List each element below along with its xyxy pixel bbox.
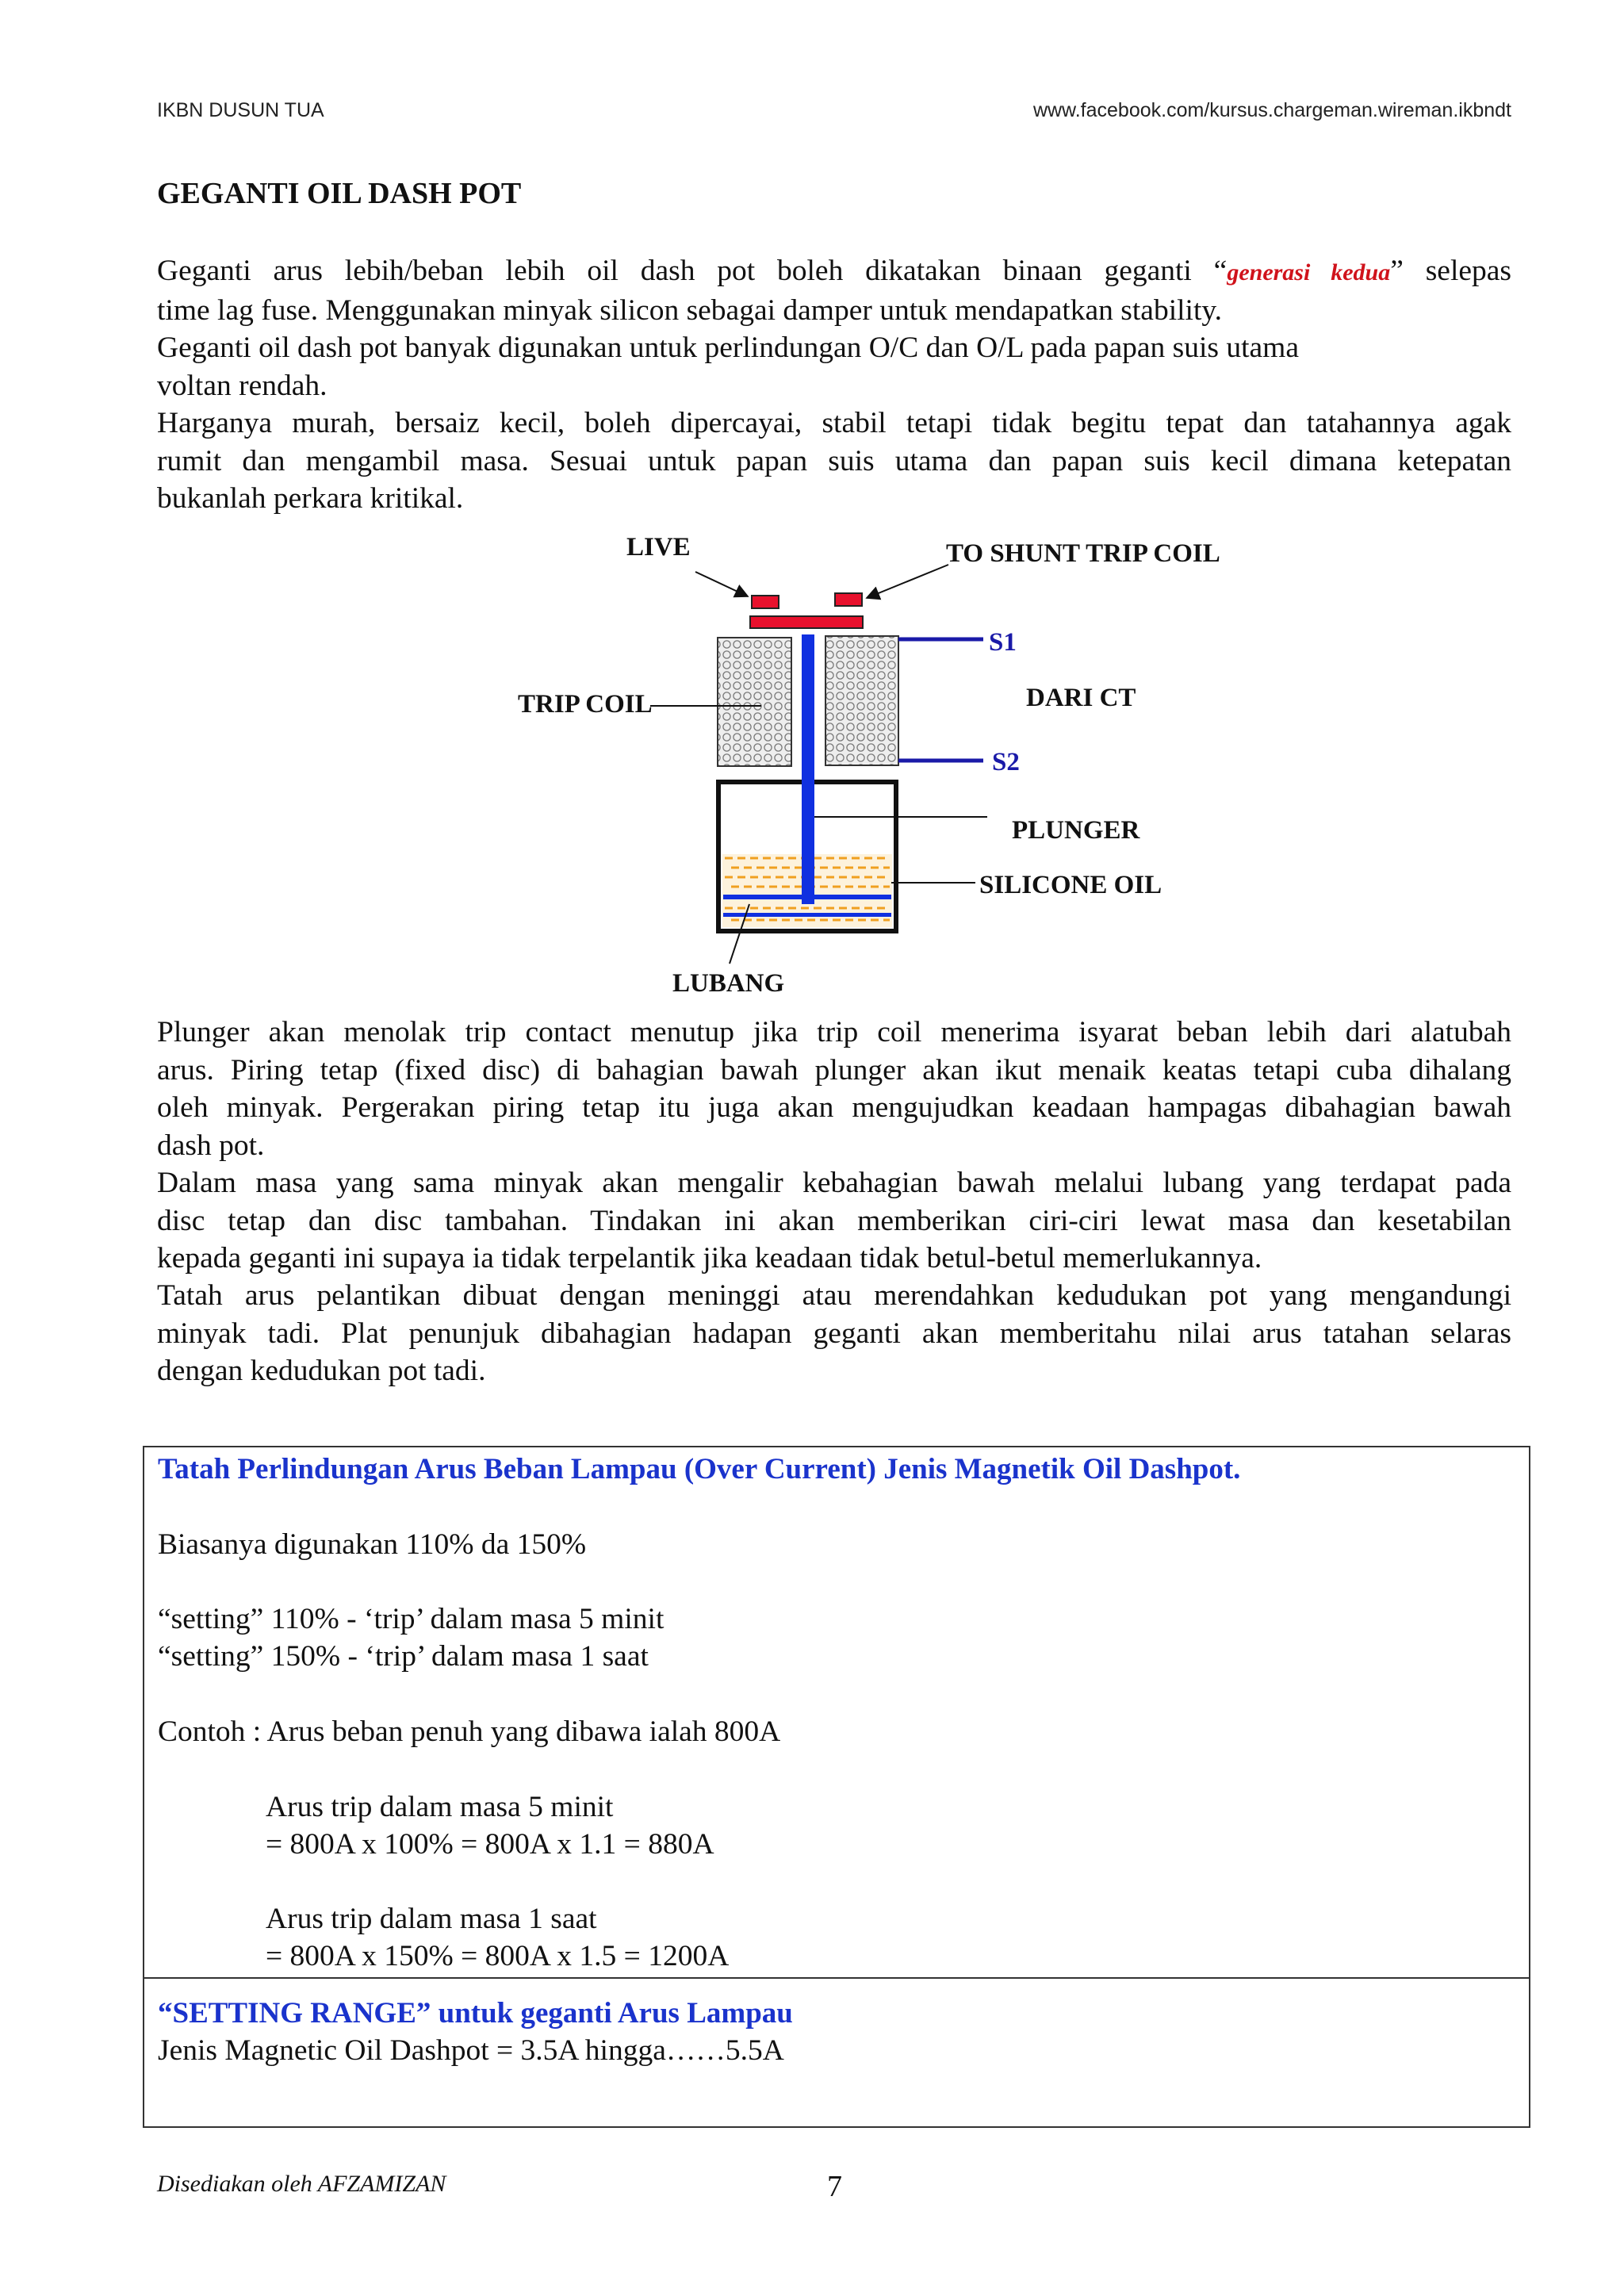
box-usual-range: Biasanya digunakan 110% da 150% [158,1528,587,1561]
label-trip-coil: TRIP COIL [518,690,653,719]
body-p1-line-2: arus. Piring tetap (fixed disc) di bahagian bawah plunger akan ikut menaik keatas tetapi cuba dihalang [157,1053,1511,1087]
body-p2-line-1: Dalam masa yang sama minyak akan mengalir kebahagian bawah melalui lubang yang terdapat pada [157,1167,1511,1199]
setting-range-title: “SETTING RANGE” untuk geganti Arus Lampau [158,1997,793,2030]
intro-line-1-start: Geganti arus lebih/beban lebih oil dash pot boleh dikatakan binaan geganti “ [157,255,1228,287]
label-to-shunt-trip-coil: TO SHUNT TRIP COIL [946,539,1220,568]
body-p1-line-4: dash pot. [157,1129,265,1162]
trip-coil-left [718,638,791,766]
extra-disc [723,913,891,917]
intro-line-2: time lag fuse. Menggunakan minyak silicon sebagai damper untuk mendapatkan stability. [157,293,1223,327]
intro-line-1-end: ” selepas [1390,255,1511,287]
box-calc-1-title: Arus trip dalam masa 5 minit [266,1791,614,1823]
box-setting-110: “setting” 110% - ‘trip’ dalam masa 5 minit [158,1603,665,1635]
shunt-contact [835,593,862,606]
label-s2: S2 [992,748,1020,776]
body-paragraph-2 [157,1164,1511,1278]
label-live: LIVE [626,533,691,562]
trip-contact-bar [750,616,863,628]
box-calc-1-formula: = 800A x 100% = 800A x 1.1 = 880A [266,1828,714,1861]
shunt-arrow [867,565,948,598]
label-lubang: LUBANG [672,969,785,998]
label-silicone-oil: SILICONE OIL [979,871,1162,899]
label-plunger: PLUNGER [1012,816,1140,845]
setting-range-text: Jenis Magnetic Oil Dashpot = 3.5A hingga……5.5A [158,2034,784,2067]
body-p1-line-1: Plunger akan menolak trip contact menutup jika trip coil menerima isyarat beban lebih dari alatubah [157,1016,1511,1048]
settings-box [143,1446,1530,2128]
box-setting-150: “setting” 150% - ‘trip’ dalam masa 1 saat [158,1640,649,1673]
body-p3-line-3: dengan kedudukan pot tadi. [157,1355,486,1387]
intro-line-3: Geganti oil dash pot banyak digunakan untuk perlindungan O/C dan O/L pada papan suis utama [157,332,1299,364]
intro-line-4: voltan rendah. [157,369,327,402]
live-contact [752,596,779,608]
highlight-generasi-kedua: generasi kedua [1227,259,1391,286]
body-p3-line-2: minyak tadi. Plat penunjuk dibahagian hadapan geganti akan memberitahu nilai arus tatahan selaras [157,1317,1511,1350]
box-calc-2-title: Arus trip dalam masa 1 saat [266,1903,597,1935]
page-title: GEGANTI OIL DASH POT [157,177,522,210]
live-arrow [695,572,748,596]
body-p2-line-2: disc tetap dan disc tambahan. Tindakan ini akan memberikan ciri-ciri lewat masa dan kesetabilan [157,1204,1511,1237]
body-paragraph-1 [157,1014,1511,1164]
dashpot-diagram [0,0,1624,1015]
plunger [802,634,814,904]
footer-author: Disediakan oleh AFZAMIZAN [157,2171,446,2197]
label-dari-ct: DARI CT [1026,684,1136,712]
box-divider [144,1977,1529,1979]
box-title: Tatah Perlindungan Arus Beban Lampau (Over Current) Jenis Magnetik Oil Dashpot. [158,1453,1241,1485]
trip-coil-right [825,636,898,765]
intro-line-5: Harganya murah, bersaiz kecil, boleh dipercayai, stabil tetapi tidak begitu tepat dan tatahannya agak [157,407,1511,439]
header-left: IKBN DUSUN TUA [157,99,324,121]
label-s1: S1 [989,628,1017,657]
intro-line-6: rumit dan mengambil masa. Sesuai untuk papan suis utama dan papan suis kecil dimana ketepatan [157,444,1511,477]
page-number: 7 [827,2170,842,2203]
box-example: Contoh : Arus beban penuh yang dibawa ialah 800A [158,1715,781,1748]
box-calc-2-formula: = 800A x 150% = 800A x 1.5 = 1200A [266,1940,730,1972]
body-p1-line-3: oleh minyak. Pergerakan piring tetap itu juga akan mengujudkan keadaan hampagas dibahagian bawah [157,1091,1511,1124]
body-p2-line-3: kepada geganti ini supaya ia tidak terpelantik jika keadaan tidak betul-betul memerlukannya. [157,1242,1262,1274]
intro-line-7: bukanlah perkara kritikal. [157,482,464,515]
body-paragraph-3 [157,1277,1511,1390]
body-p3-line-1: Tatah arus pelantikan dibuat dengan meninggi atau merendahkan kedudukan pot yang mengandungi [157,1279,1511,1312]
header-right: www.facebook.com/kursus.chargeman.wireman.ikbndt [1032,99,1511,121]
